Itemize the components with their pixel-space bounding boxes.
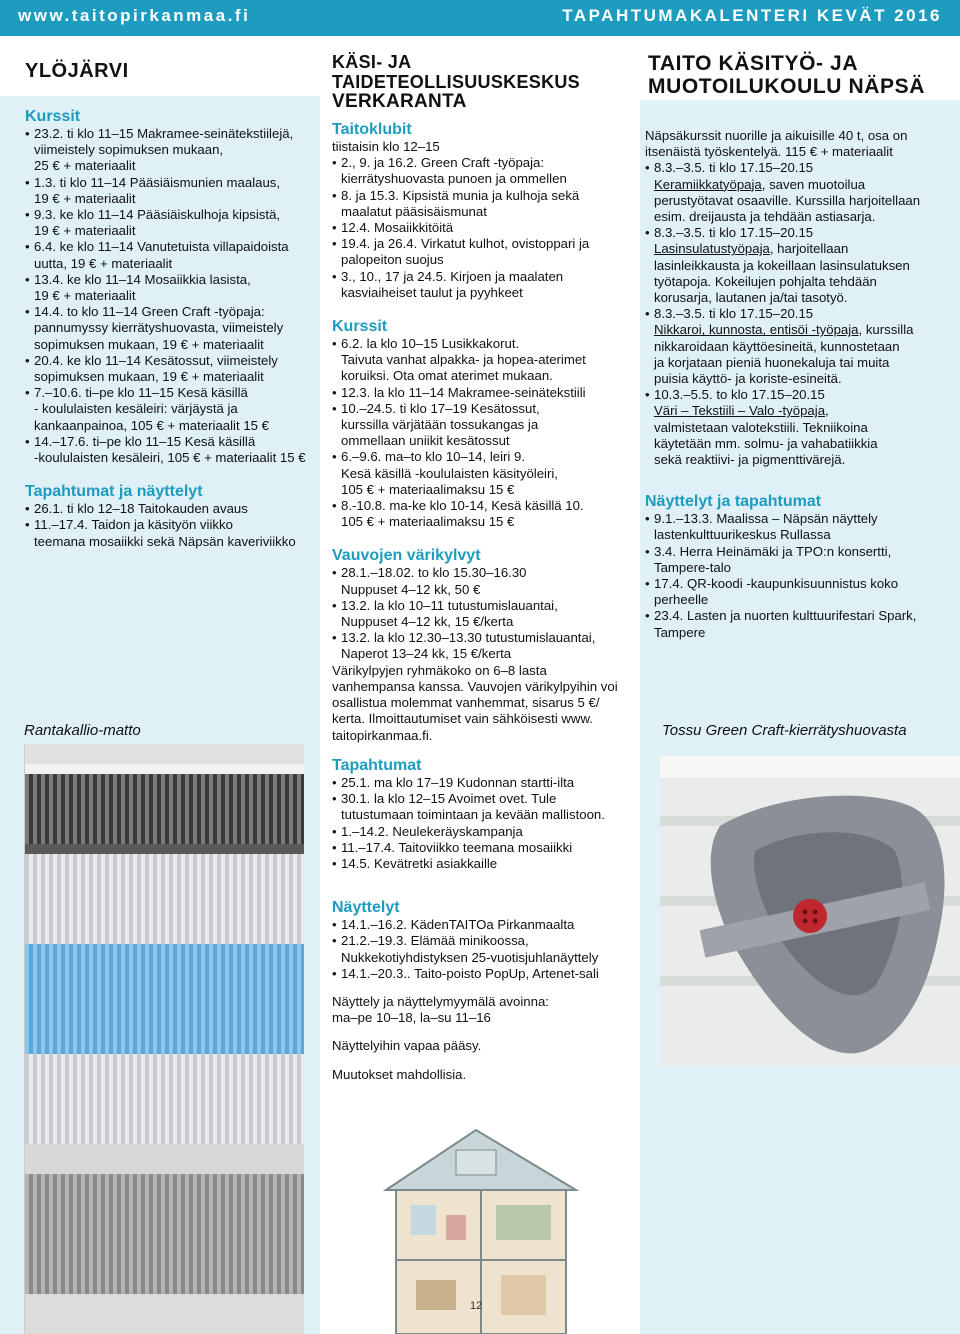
nayttelyt-list	[332, 917, 637, 982]
list-item: • 8.3.–3.5. ti klo 17.15–20.15 Lasinsulatustyöpaja, harjoitellaan lasinleikkausta ja kokeillaan lasinsulatuksen työtapoja. Kokeilujen pohjalta tehdään korusarja, lautanen ja/tai tasotyö.	[645, 225, 957, 306]
section-title-nayttelyt: Näyttelyt	[332, 899, 400, 917]
column-heading	[648, 52, 925, 98]
list-item: • 26.1. ti klo 12–18 Taitokauden avaus	[25, 501, 317, 517]
list-item: • 10.–24.5. ti klo 17–19 Kesätossut, kurssilla värjätään tossukangas ja ommellaan uniikit kesätossut	[332, 401, 637, 450]
list-item: • 3.4. Herra Heinämäki ja TPO:n konsertti, Tampere-talo	[645, 544, 957, 576]
list-item: • 14.1.–16.2. KädenTAITOa Pirkanmaalta	[332, 917, 637, 933]
heading-line-1: TAITO KÄSITYÖ- JA	[648, 52, 859, 75]
list-item: • 3., 10., 17 ja 24.5. Kirjoen ja maalaten kasviaiheiset taulut ja pyyhkeet	[332, 269, 637, 301]
list-item: • 23.2. ti klo 11–15 Makramee-seinätekstiilejä, viimeistely sopimuksen mukaan, 25 € + materiaalit	[25, 126, 317, 175]
section-title-tapahtumat: Tapahtumat ja näyttelyt	[25, 483, 203, 501]
rug-caption: Rantakallio-matto	[24, 722, 141, 739]
list-item: • 11.–17.4. Taidon ja käsityön viikko teemana mosaiikki sekä Näpsän kaveriviikko	[25, 517, 317, 549]
changes-note: Muutokset mahdollisia.	[332, 1066, 467, 1082]
nayttelyt-list	[645, 511, 957, 641]
list-item: • 28.1.–18.02. to klo 15.30–16.30 Nuppuset 4–12 kk, 50 €	[332, 565, 637, 597]
list-item: • 6.–9.6. ma–to klo 10–14, leiri 9. Kesä käsillä -koululaisten käsityöleiri, 105 € + materiaalimaksu 15 €	[332, 449, 637, 498]
list-item: • 7.–10.6. ti–pe klo 11–15 Kesä käsillä - koululaisten kesäleiri: värjäystä ja kankaanpainoa, 105 € + materiaalit 15 €	[25, 385, 317, 434]
list-item: • 19.4. ja 26.4. Virkatut kulhot, ovistoppari ja palopeiton suojus	[332, 236, 637, 268]
ylojarvi-content	[25, 107, 317, 550]
column-heading: YLÖJÄRVI	[25, 60, 129, 82]
list-item: • 14.5. Kevätretki asiakkaille	[332, 856, 637, 872]
napsa-courses-list	[645, 160, 957, 468]
verkaranta-content	[332, 120, 637, 744]
list-item: • 8.3.–3.5. ti klo 17.15–20.15 Keramiikkatyöpaja, saven muotoilua perustyötavat osaaville. Kurssilla harjoitellaan esim. dreijausta ja tehdään astiasarja.	[645, 160, 957, 225]
course-name: Lasinsulatustyöpaja	[654, 241, 770, 257]
list-item: • 14.1.–20.3.. Taito-poisto PopUp, Artenet-sali	[332, 966, 637, 982]
course-name: Väri – Tekstiili – Valo -työpaja	[654, 403, 826, 419]
list-item: • 25.1. ma klo 17–19 Kudonnan startti-ilta	[332, 775, 637, 791]
tapahtumat-list	[25, 501, 317, 550]
calendar-title: TAPAHTUMAKALENTERI KEVÄT 2016	[562, 6, 942, 25]
kurssit-list	[25, 126, 317, 466]
list-item: • 13.4. ke klo 11–14 Mosaiikkia lasista, 19 € + materiaalit	[25, 272, 317, 304]
list-item: • 14.–17.6. ti–pe klo 11–15 Kesä käsillä -koululaisten kesäleiri, 105 € + materiaalit 15 €	[25, 434, 317, 466]
heading-line-1: KÄSI- JA TAIDETEOLLISUUSKESKUS	[332, 52, 580, 92]
taitoklubit-list	[332, 155, 637, 301]
verkaranta-content-lower	[332, 756, 637, 1083]
list-item: • 11.–17.4. Taitoviikko teemana mosaiikki	[332, 840, 637, 856]
dollhouse-illustration	[326, 1120, 640, 1334]
heading-line-2: MUOTOILUKOULU NÄPSÄ	[648, 75, 926, 98]
list-item: • 2., 9. ja 16.2. Green Craft -työpaja: kierrätyshuovasta punoen ja ommellen	[332, 155, 637, 187]
list-item: • 30.1. la klo 12–15 Avoimet ovet. Tule tutustumaan toimintaan ja kevään mallistoon.	[332, 791, 637, 823]
rug-photo	[24, 744, 304, 1334]
list-item: • 12.3. la klo 11–14 Makramee-seinätekstiili	[332, 385, 637, 401]
list-item: • 17.4. QR-koodi -kaupunkisuunnistus koko perheelle	[645, 576, 957, 608]
section-title-kurssit: Kurssit	[332, 318, 388, 336]
section-title-tapahtumat: Tapahtumat	[332, 757, 422, 774]
list-item: • 1.3. ti klo 11–14 Pääsiäismunien maalaus, 19 € + materiaalit	[25, 175, 317, 207]
page-number: 12	[470, 1300, 483, 1312]
list-item: • 14.4. to klo 11–14 Green Craft -työpaja: pannumyssy kierrätyshuovasta, viimeistely sopimuksen mukaan, 19 € + materiaalit	[25, 304, 317, 353]
list-item: • 9.1.–13.3. Maalissa – Näpsän näyttely lastenkulttuurikeskus Rullassa	[645, 511, 957, 543]
list-item: • 9.3. ke klo 11–14 Pääsiäiskulhoja kipsistä, 19 € + materiaalit	[25, 207, 317, 239]
section-title-taitoklubit: Taitoklubit	[332, 121, 412, 138]
napsa-content	[645, 128, 957, 641]
napsa-intro: Näpsäkurssit nuorille ja aikuisille 40 t, osa on itsenäistä työskentelyä. 115 € + materiaalit	[645, 128, 908, 160]
course-name: Keramiikkatyöpaja	[654, 176, 762, 192]
list-item: • 6.2. la klo 10–15 Lusikkakorut. Taivuta vanhat alpakka- ja hopea-aterimet koruiksi. Ota omat aterimet mukaan.	[332, 336, 637, 385]
list-item: • 8.3.–3.5. ti klo 17.15–20.15 Nikkaroi, kunnosta, entisöi -työpaja, kurssilla nikkaroidaan käyttöesineitä, kunnostetaan ja korjataan pieniä huonekaluja tai muita puisia käyttö- ja koriste-esineitä.	[645, 306, 957, 387]
taitoklubit-intro: tiistaisin klo 12–15	[332, 139, 440, 154]
opening-hours: Näyttely ja näyttelymyymälä avoinna: ma–pe 10–18, la–su 11–16	[332, 994, 549, 1026]
list-item: • 1.–14.2. Neulekeräyskampanja	[332, 824, 637, 840]
vauvojen-paragraph: Värikylpyjen ryhmäkoko on 6–8 lasta vanhempansa kanssa. Vauvojen värikylpyihin voi osallistua molemmat vanhemmat, sisarus 5 €/ kerta. Ilmoittautumiset vain sähköisesti www. taitopirkanmaa.fi.	[332, 662, 618, 743]
list-item: • 6.4. ke klo 11–14 Vanutetuista villapaidoista uutta, 19 € + materiaalit	[25, 239, 317, 271]
list-item: • 10.3.–5.5. to klo 17.15–20.15 Väri – Tekstiili – Valo -työpaja, valmistetaan valotekstiili. Tekniikoina käytetään mm. solmu- ja vahabatiikkia sekä reaktiivi- ja pigmenttivärejä.	[645, 387, 957, 468]
vauvojen-list	[332, 565, 637, 662]
heading-line-2: VERKARANTA	[332, 91, 467, 112]
slipper-caption: Tossu Green Craft-kierrätyshuovasta	[662, 722, 907, 739]
top-banner	[0, 0, 960, 36]
list-item: • 13.2. la klo 12.30–13.30 tutustumislauantai, Naperot 13–24 kk, 15 €/kerta	[332, 630, 637, 662]
site-url: www.taitopirkanmaa.fi	[18, 6, 251, 25]
section-title-kurssit: Kurssit	[25, 108, 81, 125]
kurssit-list	[332, 336, 637, 530]
section-title-vauvojen: Vauvojen värikylvyt	[332, 547, 481, 565]
list-item: • 12.4. Mosaiikkitöitä	[332, 220, 637, 236]
slipper-photo	[660, 756, 960, 1066]
list-item: • 23.4. Lasten ja nuorten kulttuurifestari Spark, Tampere	[645, 608, 957, 640]
list-item: • 20.4. ke klo 11–14 Kesätossut, viimeistely sopimuksen mukaan, 19 € + materiaalit	[25, 353, 317, 385]
list-item: • 8. ja 15.3. Kipsistä munia ja kulhoja sekä maalatut pääsisäismunat	[332, 188, 637, 220]
course-name: Nikkaroi, kunnosta, entisöi -työpaja	[654, 322, 859, 338]
free-entry-note: Näyttelyihin vapaa pääsy.	[332, 1038, 482, 1054]
section-title-nayttelyt: Näyttelyt ja tapahtumat	[645, 493, 822, 511]
column-heading	[332, 52, 640, 112]
tapahtumat-list	[332, 775, 637, 872]
list-item: • 21.2.–19.3. Elämää minikoossa, Nukkekotiyhdistyksen 25-vuotisjuhlanäyttely	[332, 933, 637, 965]
list-item: • 8.-10.8. ma-ke klo 10-14, Kesä käsillä 10. 105 € + materiaalimaksu 15 €	[332, 498, 637, 530]
list-item: • 13.2. la klo 10–11 tutustumislauantai, Nuppuset 4–12 kk, 15 €/kerta	[332, 598, 637, 630]
